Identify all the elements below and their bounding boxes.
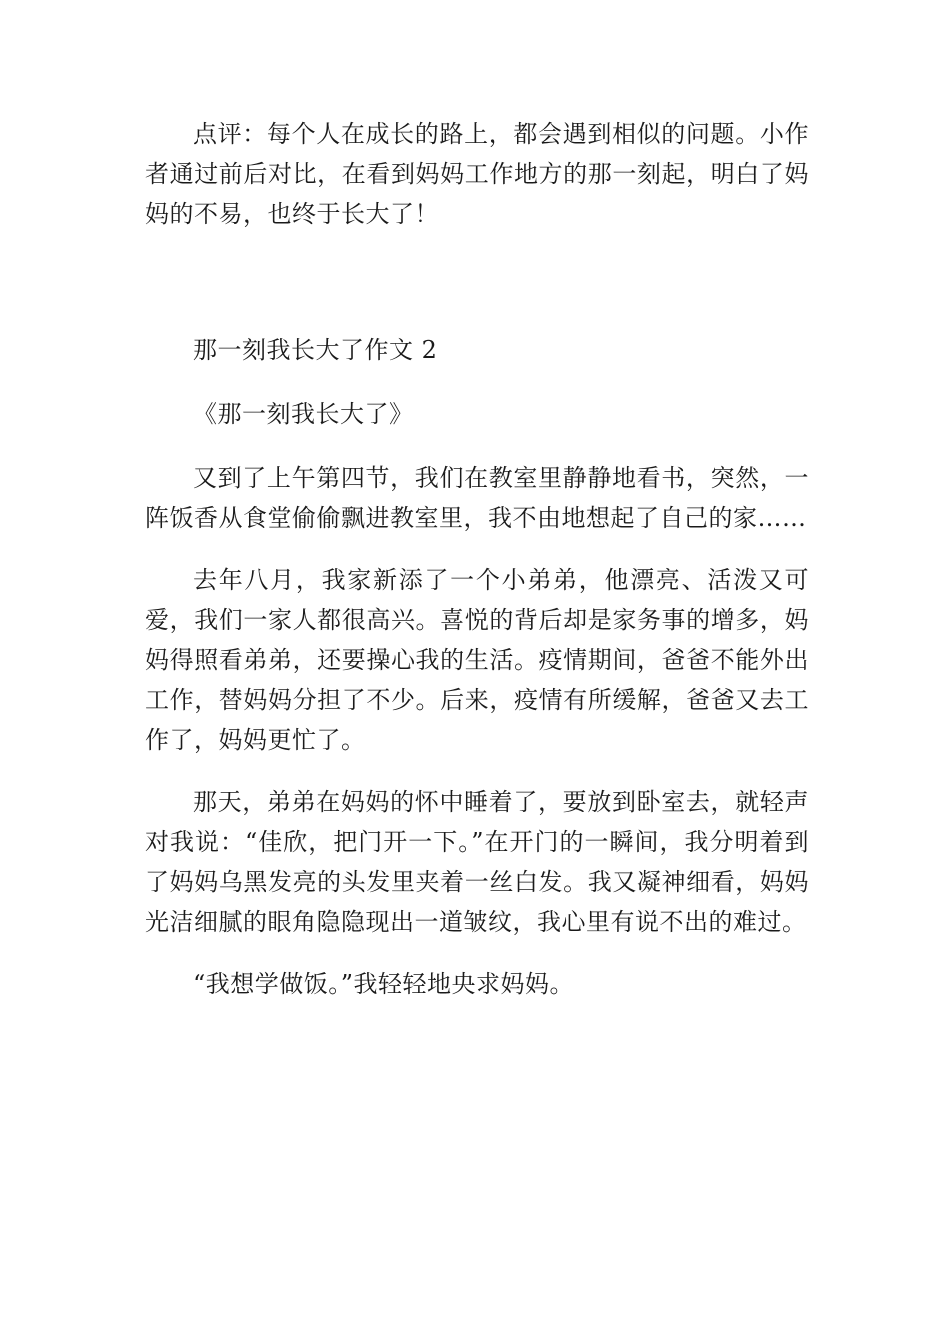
document-body <box>145 114 809 1026</box>
body-paragraph-3: 那天，弟弟在妈妈的怀中睡着了，要放到卧室去，就轻声对我说：“佳欣，把门开一下。”在开门的一瞬间，我分明着到了妈妈乌黑发亮的头发里夹着一丝白发。我又凝神细看，妈妈光洁细腻的眼角隐隐现出一道皱纹，我心里有说不出的难过。 <box>145 788 809 936</box>
body-paragraph-2: 去年八月，我家新添了一个小弟弟，他漂亮、活泼又可爱，我们一家人都很高兴。喜悦的背后却是家务事的增多，妈妈得照看弟弟，还要操心我的生活。疫情期间，爸爸不能外出工作，替妈妈分担了不少。后来，疫情有所缓解，爸爸又去工作了，妈妈更忙了。 <box>145 566 809 754</box>
body-paragraph-4: “我想学做饭。”我轻轻地央求妈妈。 <box>193 970 575 998</box>
essay-heading: 那一刻我长大了作文 2 <box>193 336 438 364</box>
comment-paragraph: 点评：每个人在成长的路上，都会遇到相似的问题。小作者通过前后对比，在看到妈妈工作地方的那一刻起，明白了妈妈的不易，也终于长大了！ <box>145 120 809 228</box>
section-gap <box>145 256 809 330</box>
essay-title: 《那一刻我长大了》 <box>193 400 414 428</box>
body-paragraph-1: 又到了上午第四节，我们在教室里静静地看书，突然，一阵饭香从食堂偷偷飘进教室里，我不由地想起了自己的家…… <box>145 464 809 532</box>
